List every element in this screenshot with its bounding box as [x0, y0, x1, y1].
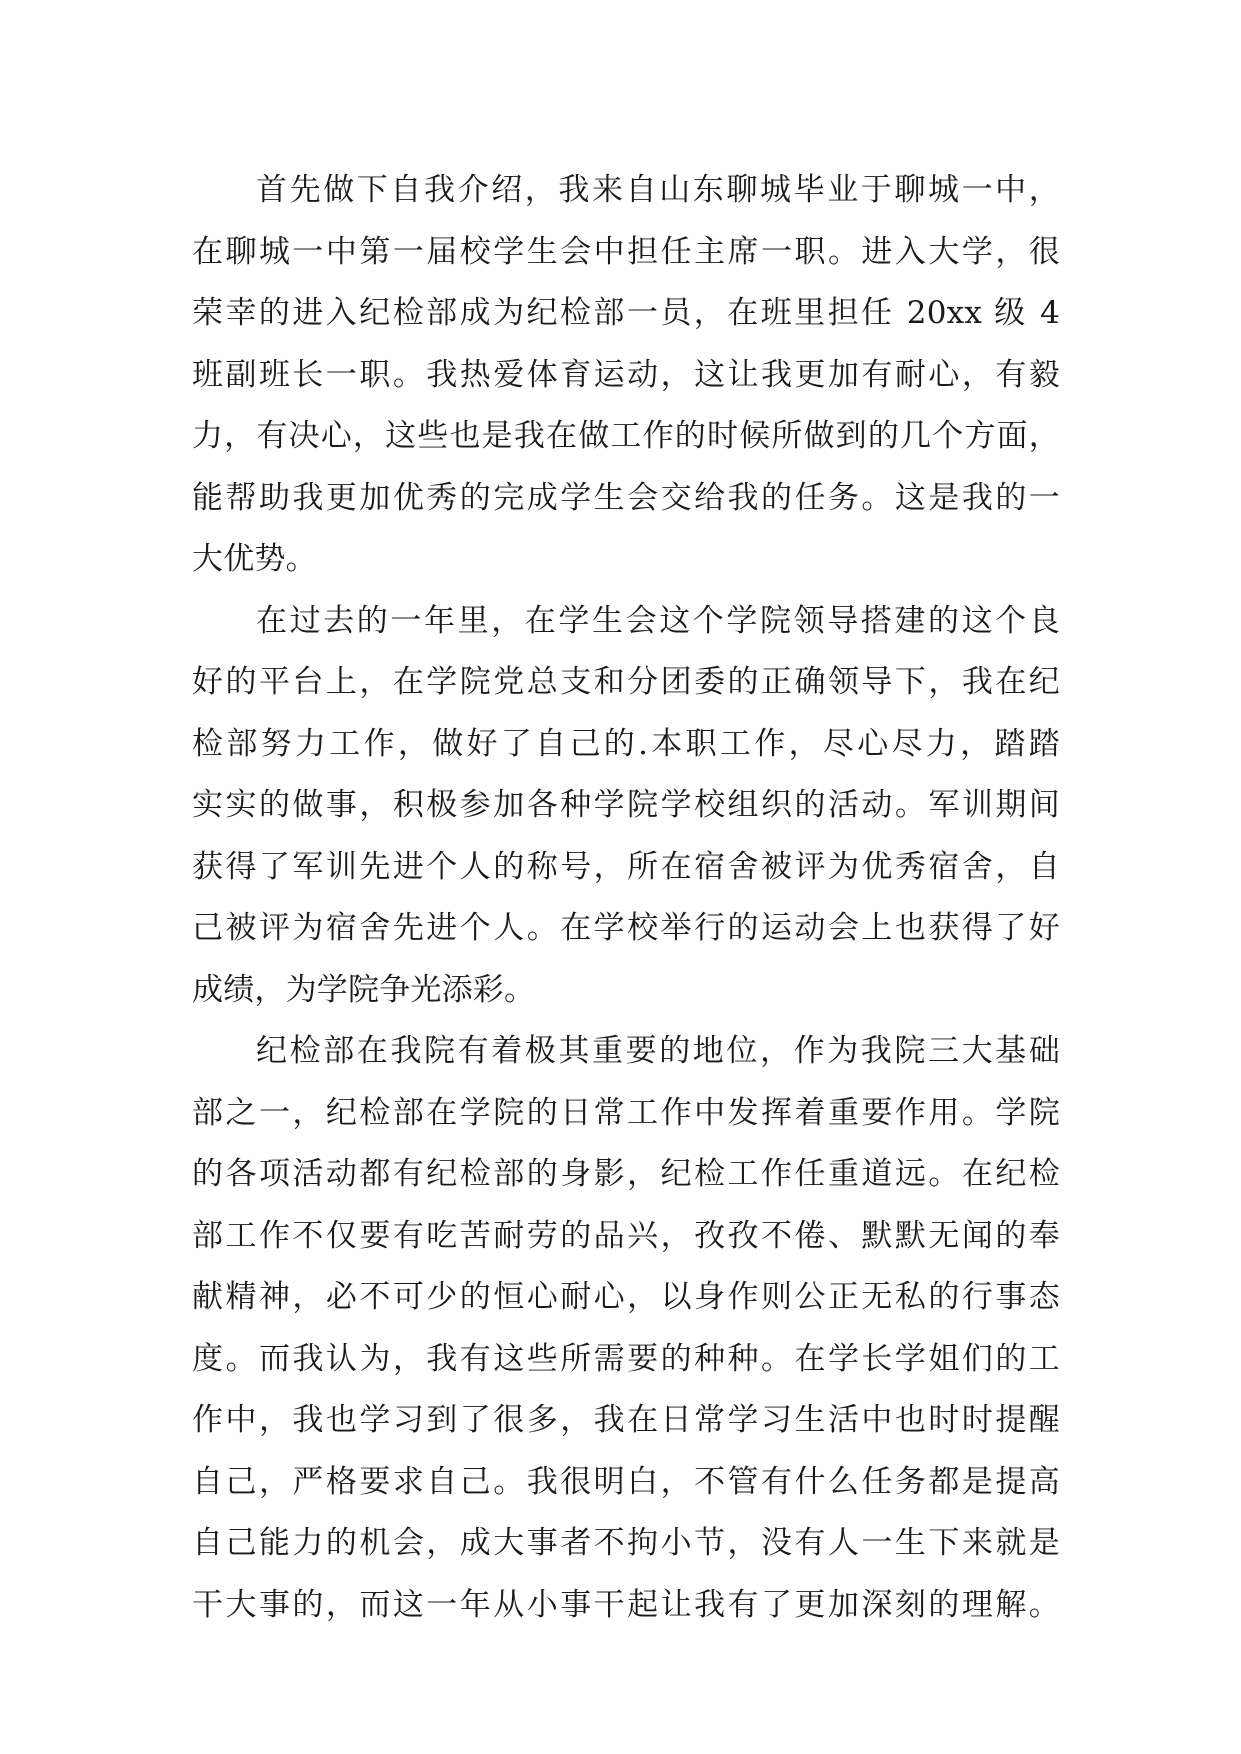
paragraph-line: 首先做下自我介绍，我来自山东聊城毕业于聊城一中，: [256, 172, 1060, 208]
paragraph-line: 能帮助我更加优秀的完成学生会交给我的任务。这是我的一: [192, 479, 1060, 516]
paragraph-line: 班副班长一职。我热爱体育运动，这让我更加有耐心，有毅: [192, 356, 1060, 393]
paragraph-3: [192, 1021, 1060, 1636]
paragraph-2: [192, 591, 1060, 1022]
paragraph-line: 纪检部在我院有着极其重要的地位，作为我院三大基础: [256, 1033, 1060, 1069]
paragraph-line: 己被评为宿舍先进个人。在学校举行的运动会上也获得了好: [192, 910, 1060, 946]
paragraph-line: 大优势。: [192, 541, 317, 577]
paragraph-line: 实实的做事，积极参加各种学院学校组织的活动。军训期间: [192, 787, 1060, 823]
paragraph-line: 检部努力工作，做好了自己的.本职工作，尽心尽力，踏踏: [192, 725, 1060, 762]
paragraph-line: 力，有决心，这些也是我在做工作的时候所做到的几个方面，: [192, 418, 1060, 454]
paragraph-line: 的各项活动都有纪检部的身影，纪检工作任重道远。在纪检: [192, 1156, 1060, 1192]
paragraph-line: 部工作不仅要有吃苦耐劳的品兴，孜孜不倦、默默无闻的奉: [192, 1217, 1060, 1254]
paragraph-line: 部之一，纪检部在学院的日常工作中发挥着重要作用。学院: [192, 1094, 1060, 1131]
paragraph-line: 献精神，必不可少的恒心耐心，以身作则公正无私的行事态: [192, 1279, 1060, 1315]
paragraph-line: 获得了军训先进个人的称号，所在宿舍被评为优秀宿舍，自: [192, 848, 1060, 885]
paragraph-line: 度。而我认为，我有这些所需要的种种。在学长学姐们的工: [192, 1340, 1060, 1377]
paragraph-line: 作中，我也学习到了很多，我在日常学习生活中也时时提醒: [192, 1402, 1060, 1438]
paragraph-line: 自己能力的机会，成大事者不拘小节，没有人一生下来就是: [192, 1525, 1060, 1561]
paragraph-line: 成绩，为学院争光添彩。: [192, 971, 536, 1008]
document-body: [192, 160, 1060, 1636]
paragraph-line: 好的平台上，在学院党总支和分团委的正确领导下，我在纪: [192, 664, 1060, 700]
paragraph-line: 在聊城一中第一届校学生会中担任主席一职。进入大学，很: [192, 233, 1060, 270]
paragraph-line: 荣幸的进入纪检部成为纪检部一员，在班里担任 20xx 级 4: [192, 295, 1060, 331]
paragraph-line: 在过去的一年里，在学生会这个学院领导搭建的这个良: [256, 602, 1060, 639]
paragraph-line: 干大事的，而这一年从小事干起让我有了更加深刻的理解。: [192, 1586, 1060, 1623]
paragraph-1: [192, 160, 1060, 591]
paragraph-line: 自己，严格要求自己。我很明白，不管有什么任务都是提高: [192, 1463, 1060, 1500]
